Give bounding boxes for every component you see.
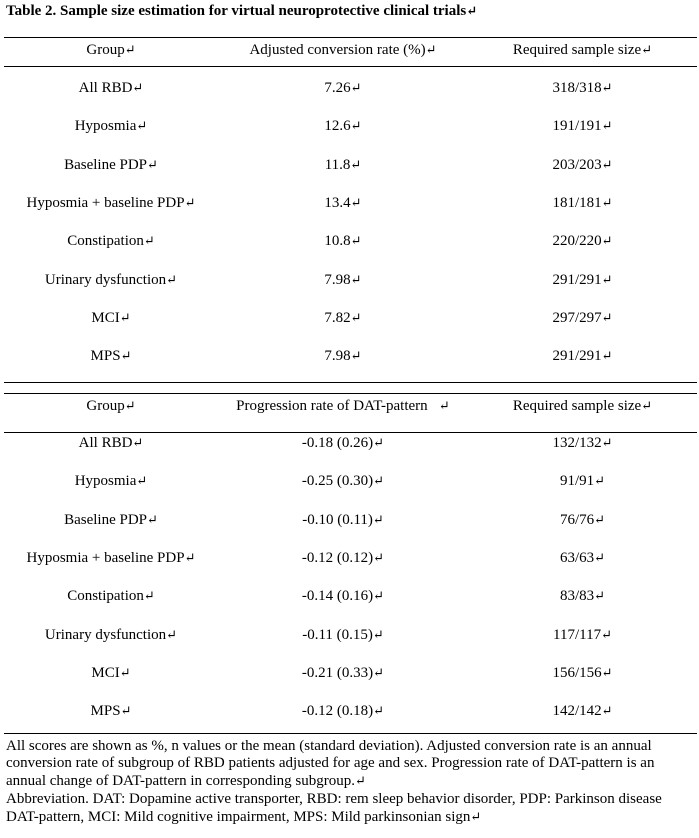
- table2-header-progression: Progression rate of DAT-pattern ↵: [236, 398, 450, 414]
- group-cell: MCI↵: [91, 664, 131, 681]
- sample-size-cell: 181/181↵: [552, 194, 613, 211]
- sample-size-cell: 191/191↵: [552, 118, 613, 135]
- value-cell: -0.21 (0.33)↵: [301, 664, 385, 681]
- group-cell: Hyposmia↵: [74, 473, 148, 490]
- table1-header-sample: Required sample size↵: [512, 42, 653, 58]
- sample-size-cell: 203/203↵: [552, 156, 613, 173]
- table-title: [6, 3, 477, 20]
- value-cell: -0.14 (0.16)↵: [301, 588, 385, 605]
- value-cell: 12.6↵: [324, 118, 362, 135]
- sample-size-cell: 291/291↵: [552, 348, 613, 365]
- table2-header-row: [4, 394, 697, 418]
- value-cell: -0.10 (0.11)↵: [302, 511, 384, 528]
- group-cell: Baseline PDP↵: [64, 511, 158, 528]
- table-title-text: Table 2. Sample size estimation for virtual neuroprotective clinical trials: [6, 3, 467, 19]
- table1-header-rule: [4, 66, 697, 67]
- group-cell: MCI↵: [91, 309, 131, 326]
- sample-size-cell: 63/63↵: [559, 549, 606, 566]
- table-row: [4, 546, 697, 570]
- table-row: [4, 229, 697, 253]
- sample-size-cell: 291/291↵: [552, 271, 613, 288]
- value-cell: 7.82↵: [324, 309, 362, 326]
- table-row: [4, 114, 697, 138]
- value-cell: -0.18 (0.26)↵: [301, 435, 385, 451]
- group-cell: Constipation↵: [67, 233, 155, 250]
- group-cell: Hyposmia + baseline PDP↵: [26, 194, 196, 211]
- value-cell: -0.25 (0.30)↵: [301, 473, 385, 490]
- value-cell: 7.26↵: [324, 80, 362, 96]
- table-row: [4, 268, 697, 292]
- group-cell: Urinary dysfunction↵: [44, 626, 178, 643]
- footnote-text: All scores are shown as %, n values or the mean (standard deviation). Adjusted conversion rate is an annual conversion rate of subgroup of RBD patients adjusted for age and sex. Progression rate of DAT-pattern is an annual change of DAT-pattern in corresponding subgroup.↵: [6, 738, 655, 790]
- sample-size-cell: 156/156↵: [552, 664, 613, 681]
- table1-header-group: Group↵: [86, 42, 136, 58]
- group-cell: MPS↵: [90, 703, 132, 720]
- table1-header-conversion: Adjusted conversion rate (%)↵: [249, 42, 437, 58]
- group-cell: Constipation↵: [67, 588, 155, 605]
- table-row: [4, 584, 697, 608]
- table-row: [4, 699, 697, 723]
- abbreviation-text: Abbreviation. DAT: Dopamine active transporter, RBD: rem sleep behavior disorder, PDP: Parkinson disease DAT-pattern, MCI: Mild cognitive impairment, MPS: Mild parkinsonian sign↵: [6, 790, 662, 825]
- table-row: [4, 76, 697, 100]
- table-row: [4, 344, 697, 368]
- table-row: [4, 191, 697, 215]
- group-cell: All RBD↵: [78, 435, 144, 451]
- table2-header-group: Group↵: [86, 398, 136, 414]
- table-row: [4, 508, 697, 532]
- value-cell: 7.98↵: [324, 348, 362, 365]
- value-cell: -0.11 (0.15)↵: [302, 626, 384, 643]
- sample-size-cell: 83/83↵: [559, 588, 606, 605]
- sample-size-cell: 91/91↵: [559, 473, 606, 490]
- table1-header-row: [4, 38, 697, 62]
- table-row: [4, 661, 697, 685]
- value-cell: 13.4↵: [324, 194, 362, 211]
- value-cell: 11.8↵: [324, 156, 362, 173]
- sample-size-cell: 297/297↵: [552, 309, 613, 326]
- paragraph-mark-icon: ↵: [466, 3, 478, 18]
- table-row: [4, 431, 697, 455]
- group-cell: MPS↵: [90, 348, 132, 365]
- table-row: [4, 623, 697, 647]
- group-cell: Hyposmia↵: [74, 118, 148, 135]
- value-cell: -0.12 (0.18)↵: [301, 703, 385, 720]
- table-footnote: [6, 738, 696, 826]
- group-cell: All RBD↵: [78, 80, 144, 96]
- group-cell: Hyposmia + baseline PDP↵: [26, 549, 196, 566]
- table-row: [4, 153, 697, 177]
- table-row: [4, 469, 697, 493]
- value-cell: -0.12 (0.12)↵: [301, 549, 385, 566]
- sample-size-cell: 76/76↵: [559, 511, 606, 528]
- value-cell: 10.8↵: [324, 233, 362, 250]
- sample-size-cell: 142/142↵: [552, 703, 613, 720]
- sample-size-cell: 318/318↵: [552, 80, 613, 96]
- sample-size-cell: 117/117↵: [553, 626, 612, 643]
- sample-size-cell: 132/132↵: [552, 435, 613, 451]
- group-cell: Baseline PDP↵: [64, 156, 158, 173]
- table2-bottom-rule: [4, 733, 697, 734]
- sample-size-cell: 220/220↵: [552, 233, 613, 250]
- table-row: [4, 306, 697, 330]
- table2-header-sample: Required sample size↵: [512, 398, 653, 414]
- value-cell: 7.98↵: [324, 271, 362, 288]
- table1-bottom-rule: [4, 382, 697, 383]
- group-cell: Urinary dysfunction↵: [44, 271, 178, 288]
